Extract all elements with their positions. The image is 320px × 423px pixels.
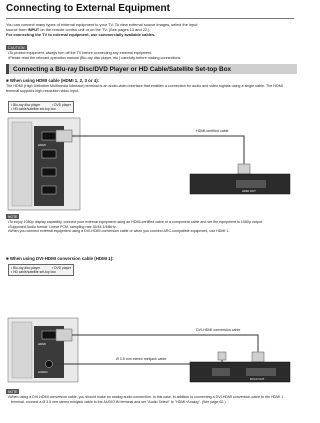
caution-tag: CAUTION	[8, 45, 25, 50]
hdmi-port-label: HDMI	[38, 342, 46, 346]
note-tag: NOTE	[8, 214, 18, 219]
intro-line-3-text: For connecting the TV to external equipment, use commercially available cables.	[6, 32, 156, 37]
hdmi-port-icon	[42, 331, 56, 339]
page-title: Connecting to External Equipment	[6, 3, 170, 14]
note-item: • When using a DVI-HDMI conversion cable, you should make an analog audio connection. In this case, in addition to connecting a DVI-HDMI conversion cable to the HDMI 1 terminal, connect a Ø 3.5 mm stereo minijack cable to the AUDIO IN terminal and set "Audio Select" to "HDMI+Analog". (See page 62.)	[8, 395, 296, 404]
dvi-plug-icon	[252, 352, 264, 362]
caution-item: • To protect equipment, always turn off the TV before connecting any external equipment.	[8, 51, 296, 56]
note-item: • To enjoy 1080p display capability, connect your external equipment using an HDMI-certified cable or a component cable and set the equipment to 1080p output.	[8, 220, 296, 225]
device-label: • Blu-ray disc player	[11, 103, 41, 107]
hdmi-out-port-icon	[236, 180, 266, 188]
dvi-out-port-icon	[246, 368, 276, 376]
device-label: • DVD player	[52, 266, 71, 270]
intro-line-2b: on the remote control unit or on the TV. (See pages 13 and 22.)	[39, 27, 150, 32]
tv-side-panel	[12, 322, 32, 378]
hdmi-heading: ■ When using HDMI cable (HDMI 1, 2, 3 or 4):	[6, 78, 100, 83]
device-label: • Blu-ray disc player	[11, 266, 41, 270]
section-title: Connecting a Blu-ray Disc/DVD Player or HD Cable/Satellite Set-top Box	[13, 65, 232, 73]
hdmi-cable	[72, 136, 244, 166]
hdmi-port-label: HDMI	[38, 143, 46, 147]
dvi-cable-label: DVI-HDMI conversion cable	[196, 328, 241, 332]
input-keyword: INPUT	[27, 27, 40, 32]
dvi-heading: ■ When using DVI-HDMI conversion cable (HDMI 1):	[6, 256, 114, 261]
note-list	[8, 395, 296, 404]
intro-line-2a: source from	[6, 27, 28, 32]
hdmi-description: The HDMI (High Definition Multimedia Interface) terminal is an audio-video interface that enables a connection for audio and video signals using a single cable. The HDMI terminal supports high-resolution video input.	[6, 84, 283, 93]
hdmi-port-icon	[42, 168, 56, 176]
dvi-device-box	[8, 264, 74, 276]
note-list	[8, 220, 296, 234]
audio-out-port-icon	[212, 368, 230, 376]
dvi-hdmi-cable	[72, 335, 258, 354]
note-tag: NOTE	[8, 389, 18, 394]
hdmi-plug-icon	[238, 164, 250, 174]
hdmi-port-icon	[42, 150, 56, 158]
dvi-out-label: DVI-D OUT	[250, 377, 265, 381]
intro-line-1: You can connect many types of external equipment to your TV. To view external source images, select the input	[6, 22, 198, 27]
hdmi-port-icon	[42, 186, 56, 194]
hdmi-plug-icon	[56, 130, 72, 142]
note-item: • When you connect external equipment using a DVI-HDMI conversion cable or when you connect ARC-compatible equipment, use HDMI 1.	[8, 229, 296, 234]
hdmi-out-label: HDMI OUT	[242, 189, 256, 193]
tv-side-panel	[12, 122, 32, 206]
device-label: • HD cable/satellite set-top box	[11, 270, 56, 275]
hdmi-cable-label: HDMI-certified cable	[196, 129, 229, 133]
device-label: • DVD player	[52, 103, 71, 107]
minijack-cable-label: Ø 3.5 mm stereo minijack cable	[116, 357, 167, 361]
device-label: • HD cable/satellite set-top box	[11, 107, 56, 112]
caution-item: • Please read the relevant operation manual (Blu-ray disc player, etc.) carefully before making connections.	[8, 56, 296, 61]
note-item: • Supported Audio format: Linear PCM, sampling rate 32/44.1/48kHz.	[8, 225, 296, 230]
audio-port-label: AUDIO	[38, 370, 48, 374]
minijack-plug-icon	[218, 352, 226, 360]
hdmi-port-icon	[42, 132, 56, 140]
audio-jack-icon	[46, 361, 53, 368]
hdmi-plug-icon	[56, 329, 72, 341]
